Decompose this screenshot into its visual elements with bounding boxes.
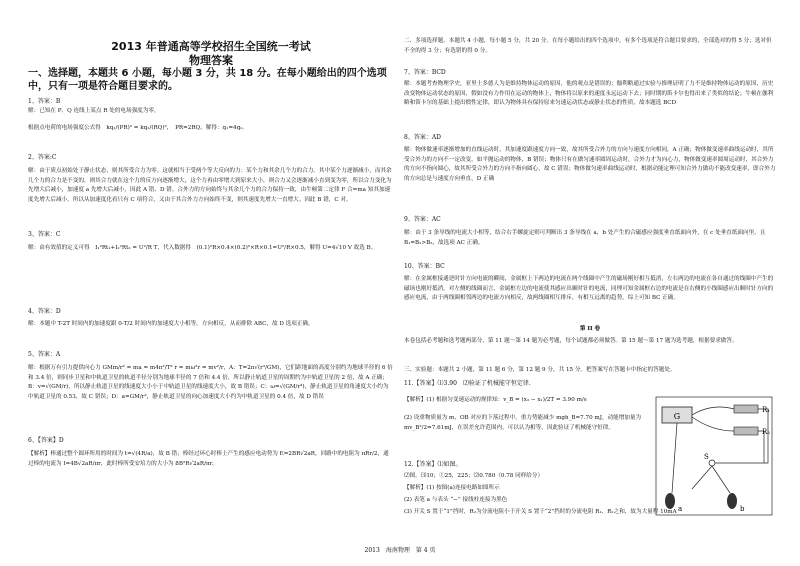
q12-line-5: (3) 开关 S 置于“1”挡时，R₂为分流电阻小于开关 S 置于“2”挡时的分流电阻 R₁、R₂之和，故为大量程 10mA xyxy=(404,509,677,515)
q11-explanation-1: 【解析】(1) 根据匀变速运动的规律知：v_B = (x₃ − x₁)/2T = 3.90 m/s xyxy=(404,397,587,403)
q12-line-4: (2) 表笔 a 与表头 “−” 接线柱连接为黑色 xyxy=(404,497,508,503)
q2-explanation: 解：由于质点初始处于静止状态，则其所受合力为零。这就相当于受两个等大反向的力：某个力和其余几个力的合力。其中某个力逐渐减小，而其余几个力的合力是不变的，则其合力就在这个力的反方向逐渐增大，这个力再由零增大到原来大小，则合力又会逐渐减小直到变为零，所以合力变化为先增大后减小，加速度 a 先增大后减小，因此 A 错、D 错。合外力的方向始终与其余几个力的合力保持一致，由牛顿第二定律 F 合=ma 知其加速度先增大后减小，所以从加速度化看只有 C 项符合，又由于其合外力方向始终不变，则其速度先增大一直增大。因此 B 错，C 对。 xyxy=(28,168,392,203)
switch-s xyxy=(709,460,715,466)
q1-explanation-2: 根据点电荷的电场强度公式得 kq₁/(PR)² = kq₂/(RQ)²， PR=2RQ，解得：q₁=4q₂。 xyxy=(28,125,249,131)
wires-bottom xyxy=(672,423,730,493)
r2-label: R₂ xyxy=(762,428,771,436)
resistor-r2 xyxy=(734,427,758,435)
part-2-heading: 第 II 卷 xyxy=(579,326,601,332)
probe-a-label: a xyxy=(678,505,683,513)
q2-answer: 2、答案:C xyxy=(28,154,57,161)
q3-explanation: 解：由有效值的定义可得 I₁²Rt₁+I₂²Rt₂ = U²/R T，代入数据得 (0.1)²R×0.4×(0.2)²×R×0.1=U²/R×0.5，解得 U=4√10 V 故选 B。 xyxy=(28,245,377,251)
q12-answer: 12.【答案】⑴如图。 xyxy=(404,461,462,468)
probe-b-label: b xyxy=(740,505,745,513)
q11-answer: 11.【答案】⑴3.90 ⑵验证了机械能守恒定律. xyxy=(404,380,531,387)
q1-answer: 1、答案：B xyxy=(28,98,61,105)
q5-answer: 5、答案：A xyxy=(28,351,61,358)
q6-answer: 6、【答案】D xyxy=(28,437,64,444)
q9-answer: 9、答案：AC xyxy=(404,216,441,223)
page-subtitle: 物理答案 xyxy=(189,54,233,67)
page-title: 2013 年普通高等学校招生全国统一考试 xyxy=(111,40,311,53)
section-2-heading: 二、多项选择题。本题共 4 小题，每小题 5 分，共 20 分。在每小题给出的四个选项中，有多个选项是符合题目要求的，全部选对的得 5 分；选对但不全的得 3 分；有选错的得 0 分。 xyxy=(404,38,772,54)
q3-answer: 3、答案：C xyxy=(28,231,61,238)
part-2-description: 本卷包括必考题和选考题两部分，第 11 题～第 14 题为必考题，每个试题都必须做答。第 15 题～第 17 题为选考题，根据要求做答。 xyxy=(404,338,738,344)
q6-explanation: 【解析】棒通过整个圆环所用的时间为 t=√(4R/a)，故 B 错；棒经过环心时棒上产生的感应电动势为 E=2BR√2aR，回路中的电阻为 πRr/2，通过棒的电流为 I=4B√2aR/πr，此时棒所受安培力的大小为 8B²R√2aR/πr。 xyxy=(28,451,389,467)
switch-label: S xyxy=(704,453,709,461)
q11-explanation-2: (2) 设重物质量为 m，OB 对应的下落过程中，重力势能减少 mgh_B=7.70 mJ，动能增加量为 mv_B²/2=7.61mJ，在误差允许范围内，可以认为相等，因此验证了机械能守恒律。 xyxy=(404,415,642,431)
q7-answer: 7、答案：BCD xyxy=(404,69,446,76)
section-1-heading: 一、选择题，本题共 6 小题，每小题 3 分，共 18 分。在每小题给出的四个选项中，只有一项是符合题目要求的。 xyxy=(28,68,387,92)
q5-explanation: 解：根据万有引力提供向心力 GMm/r² = ma = m4π²/T² r = mω²r = mv²/r，A：T=2π√(r³/GM)，它们距地面的高度分别约为地球半径的 6 倍和 3.4 倍，则同步卫星和中轨道卫星的轨道半径分别为地球半径的 7 倍和 4.4 倍，所以静止轨道卫星的周期约为中轨道卫星的 2 倍，故 A 正确；B：v=√(GM/r)，所以静止轨道卫星的线速度大小小于中轨道卫星的线速度大小，故 B 错误；C：ω=√(GM/r³)，静止轨道卫星的角速度大小约为中轨道卫星的 0.53，故 C 错误；D：a=GM/r²，静止轨道卫星的向心加速度大小约为中轨道卫星的 0.4 倍，故 D 错误 xyxy=(28,365,393,400)
probe-a xyxy=(665,493,675,509)
q8-answer: 8、答案：AD xyxy=(404,134,441,141)
q4-answer: 4、答案：D xyxy=(28,308,61,315)
q12-line-2: ⑵图。⑶10；①25，225；⑵0.780（0.78 同样给分） xyxy=(404,473,544,479)
circuit-diagram xyxy=(652,393,776,519)
q7-explanation: 解：本题考查物理学史，亚里士多德人为是维持物体运动的原因，他的观点是错误的；伽利略通过实验与推理证明了力不是维持物体运动的原因，历史改变物体运动状态的原因，假如没有力作用在运动的物体上，物体将以原来的速度永远运动下去；同时期的笛卡尔也得出来了类似的结论；牛顿在伽利略和笛卡尔的基础上提出惯性定律，即认为物体具有保持原来匀速运动状态或静止状态的性质，故本题选 BCD xyxy=(404,81,774,107)
r1-label: R₁ xyxy=(762,406,771,414)
resistor-r1 xyxy=(734,405,758,413)
q10-explanation: 解：在金属框接通逆时针方向电流的瞬间，金属框上下两边的电流在两个线圈中产生的磁场刚好相互抵消，左右两边的电流在各自通过的线圈中产生的磁场也刚好抵消，对左侧的线圈而言，金属框左边的电流使其感应出顺时针的电流，同理可知金属框右边的电流是在右侧的小线圈感应出顺时针方向的感应电流，由于两线圈相邻两边的电流方向相反，故两线圈相互排斥，有相互远离的趋势，综上可知 BC 正确。 xyxy=(404,276,774,302)
q4-explanation: 解：本题中 T-2T 时间内的加速度跟 0-T/2 时间内的加速度大小相等，方向相反，从而排除 ABC，故 D 选项正确。 xyxy=(28,321,314,327)
page-footer: 2013 海南物理 第 4 页 xyxy=(364,547,436,554)
q8-explanation: 解：物体做速率逐渐增加的直线运动时，其加速度跟速度方向一致，故其所受合外力的方向与速度方向相同，A 正确；物体做变速率曲线运动时，其所受合外力的方向不一定改变，如平抛运动的物体，B 错误；物体只有在做匀速率圆周运动时，合外力才为向心力，物体做变速率圆周运动时，其合外力的方向不指向圆心，故其所受合外力的方向不指向圆心，故 C 错误；物体做匀速率曲线运动时，根据动能定理可知合外力做功不能改变速率，即合外力的方向总是与速度方向垂直，D 正确 xyxy=(404,147,776,182)
q9-explanation: 解：由于 3 条导线的电流大小相等，结合右手螺旋定则可判断出 3 条导线在 a，b 处产生的合磁感应强度垂直纸面向外，在 c 处垂直纸面向里，且 B₁=B₂>B₃，故选项 AC 正确。 xyxy=(404,230,766,246)
q10-answer: 10、答案：BC xyxy=(404,263,445,270)
section-3-heading: 三、实验题：本题共 2 小题，第 11 题 6 分，第 12 题 9 分，共 15 分。把答案写在答题卡中指定的答题处。 xyxy=(404,367,676,373)
meter-g-label: G xyxy=(673,412,681,421)
q1-explanation-1: 解：已知在 P、Q 连线上某点 R 处的电场强度为零， xyxy=(28,108,160,114)
probe-b xyxy=(727,493,737,509)
q12-line-3: 【解析】(1) 按图(a)连接电路如图所示 xyxy=(404,485,500,491)
